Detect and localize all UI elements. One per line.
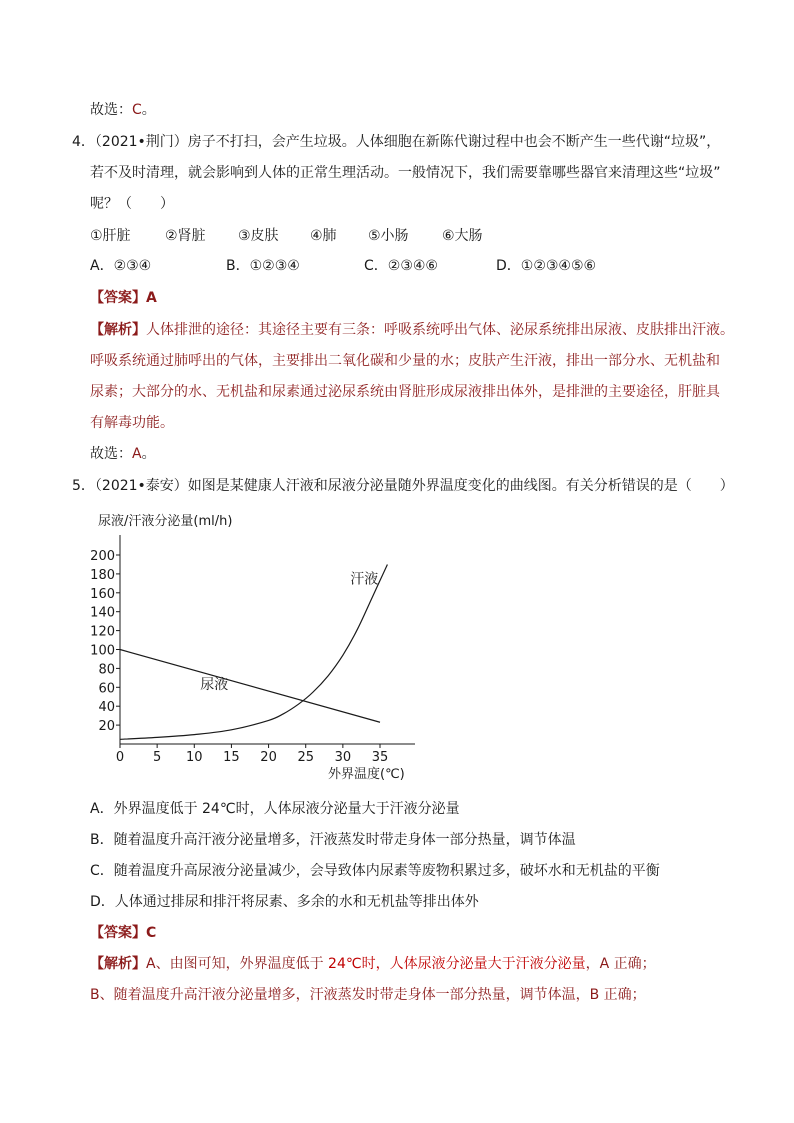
q4-analysis-line-1	[90, 320, 734, 340]
q4-item: ⑥大肠	[442, 228, 483, 244]
chart-series	[120, 565, 387, 740]
q5-analysis-highlight: 24℃时，人体尿液分泌量大于汗液分泌量	[328, 956, 586, 972]
y-tick-label: 60	[98, 681, 115, 697]
q4-conclusion-prefix: 故选：	[90, 446, 132, 462]
y-tick-label: 160	[90, 586, 115, 602]
x-tick-label: 10	[186, 750, 203, 765]
q4-answer-label: 【答案】	[90, 290, 146, 306]
y-tick-label: 180	[90, 567, 115, 583]
q5-option-b: B．随着温度升高汗液分泌量增多，汗液蒸发时带走身体一部分热量，调节体温	[90, 832, 576, 848]
q4-stem-line-3: 呢？（ ）	[90, 196, 174, 212]
q4-conclusion	[90, 444, 156, 464]
q5-stem: 5．（2021•泰安）如图是某健康人汗液和尿液分泌量随外界温度变化的曲线图。有关分析错误的是（ ）	[72, 478, 734, 494]
q4-analysis-label: 【解析】	[90, 322, 146, 338]
q4-stem-line-2: 若不及时清理，就会影响到人体的正常生理活动。一般情况下，我们需要靠哪些器官来清理这些“垃圾”	[90, 165, 721, 181]
y-tick-label: 40	[98, 700, 115, 716]
x-tick-label: 0	[115, 750, 125, 765]
q3-conclusion-prefix: 故选：	[90, 102, 132, 118]
x-tick-label: 25	[297, 750, 314, 765]
q5-option-c: C．随着温度升高尿液分泌量减少，会导致体内尿素等废物积累过多，破坏水和无机盐的平衡	[90, 863, 660, 879]
q4-conclusion-suffix: 。	[141, 446, 156, 462]
q4-item: ④肺	[310, 228, 337, 244]
q4-item: ⑤小肠	[368, 228, 409, 244]
q5-option-d: D．人体通过排尿和排汗将尿素、多余的水和无机盐等排出体外	[90, 894, 479, 910]
q3-conclusion-suffix: 。	[141, 102, 156, 118]
q4-conclusion-answer: A	[132, 446, 142, 462]
q4-analysis-line-2: 呼吸系统通过肺呼出的气体，主要排出二氧化碳和少量的水；皮肤产生汗液，排出一部分水、无机盐和	[90, 353, 720, 369]
q4-option-b: B．①②③④	[226, 258, 300, 274]
q5-chart	[90, 505, 430, 785]
q4-answer	[90, 288, 157, 308]
y-tick-label: 80	[98, 662, 115, 678]
q5-analysis-line-1	[90, 954, 656, 974]
q5-option-a: A．外界温度低于 24℃时，人体尿液分泌量大于汗液分泌量	[90, 801, 460, 817]
q4-option-c: C．②③④⑥	[364, 258, 438, 274]
q4-item: ③皮肤	[238, 228, 279, 244]
chart-xlabel: 外界温度(℃)	[328, 767, 405, 782]
series-line-尿液	[120, 650, 380, 723]
q5-answer-label: 【答案】	[90, 925, 146, 941]
q4-item: ①肝脏	[90, 228, 131, 244]
y-tick-label: 140	[90, 605, 115, 621]
q3-conclusion-answer: C	[132, 102, 142, 118]
x-tick-label: 35	[371, 750, 389, 765]
q5-analysis-prefix: A、由图可知，外界温度低于	[146, 956, 329, 972]
chart-series-labels	[200, 570, 378, 693]
x-tick-label: 30	[334, 750, 352, 765]
q4-stem-line-1: 4．（2021•荆门）房子不打扫，会产生垃圾。人体细胞在新陈代谢过程中也会不断产生一些代谢“垃圾”，	[72, 134, 721, 150]
series-label: 尿液	[200, 677, 229, 694]
q5-answer-value: C	[146, 925, 157, 941]
q5-analysis-label: 【解析】	[90, 956, 146, 972]
q4-analysis-text: 人体排泄的途径：其途径主要有三条：呼吸系统呼出气体、泌尿系统排出尿液、皮肤排出汗液。	[146, 322, 734, 338]
x-tick-label: 20	[260, 750, 277, 765]
chart-ylabel: 尿液/汗液分泌量(ml/h)	[98, 514, 233, 529]
q4-item: ②肾脏	[165, 228, 206, 244]
y-tick-label: 100	[90, 643, 115, 659]
q4-analysis-line-4: 有解毒功能。	[90, 415, 174, 431]
q5-answer	[90, 923, 156, 943]
y-tick-label: 20	[98, 719, 115, 735]
q4-answer-value: A	[146, 290, 157, 306]
chart-y-ticks	[90, 549, 120, 734]
q4-analysis-line-3: 尿素；大部分的水、无机盐和尿素通过泌尿系统由肾脏形成尿液排出体外，是排泄的主要途径，肝脏具	[90, 384, 720, 400]
q4-option-d: D．①②③④⑤⑥	[496, 258, 597, 274]
q3-conclusion	[90, 100, 156, 120]
q5-analysis-line-2: B、随着温度升高汗液分泌量增多，汗液蒸发时带走身体一部分热量，调节体温，B 正确；	[90, 987, 646, 1003]
y-tick-label: 200	[90, 549, 115, 564]
chart-axes	[120, 535, 415, 744]
q5-analysis-suffix: ，A 正确；	[585, 956, 656, 972]
series-label: 汗液	[350, 571, 379, 588]
x-tick-label: 5	[153, 750, 162, 765]
q4-option-a: A．②③④	[90, 258, 152, 274]
x-tick-label: 15	[223, 750, 240, 765]
y-tick-label: 120	[90, 624, 115, 640]
chart-x-ticks	[116, 744, 388, 765]
